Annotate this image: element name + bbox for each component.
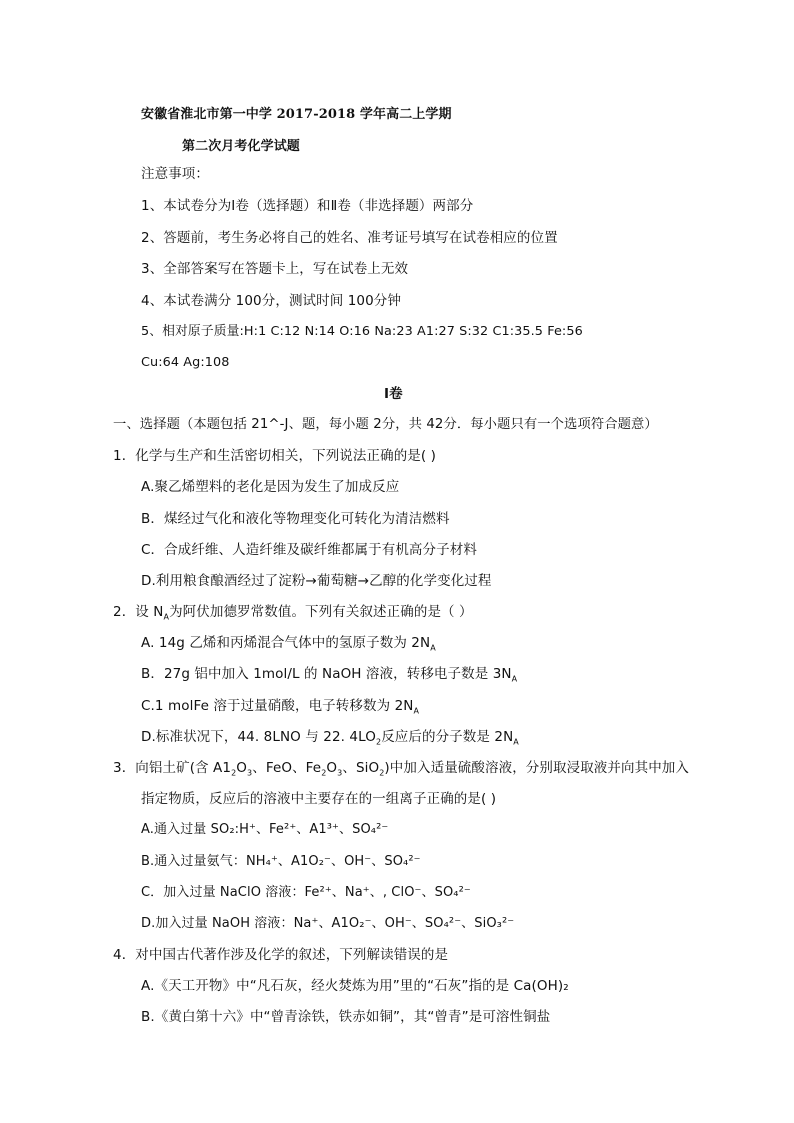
question-3-option-d: D.加入过量 NaOH 溶液：Na⁺、A1O₂⁻、OH⁻、SO₄²⁻、SiO₃²⁻ xyxy=(141,916,515,931)
question-1-option-d: D.利用粮食酿酒经过了淀粉→葡萄糖→乙醇的化学变化过程 xyxy=(141,573,492,589)
notice-item: 4、本试卷满分 100分，测试时间 100分钟 xyxy=(141,293,402,309)
question-3-option-c: C．加入过量 NaClO 溶液：Fe²⁺、Na⁺、, ClO⁻、SO₄²⁻ xyxy=(141,885,471,900)
notice-item-atomic-mass: 5、相对原子质量:H:1 C:12 N:14 O:16 Na:23 A1:27 S:32 C1:35.5 Fe:56 xyxy=(141,324,583,339)
question-1-stem: 1．化学与生产和生活密切相关，下列说法正确的是( ) xyxy=(113,448,437,464)
question-4-option-b: B.《黄白第十六》中“曾青涂铁，铁赤如铜”，其“曾青”是可溶性铜盐 xyxy=(141,1009,551,1025)
notice-item-atomic-mass-cont: Cu:64 Ag:108 xyxy=(141,355,230,370)
question-4-stem: 4．对中国古代著作涉及化学的叙述，下列解读错误的是 xyxy=(113,947,449,963)
question-1-option-a: A.聚乙烯塑料的老化是因为发生了加成反应 xyxy=(141,479,400,495)
question-3-option-b: B.通入过量氨气：NH₄⁺、A1O₂⁻、OH⁻、SO₄²⁻ xyxy=(141,854,421,869)
question-1-option-c: C．合成纤维、人造纤维及碳纤维都属于有机高分子材料 xyxy=(141,542,477,558)
section-title: I卷 xyxy=(384,386,403,402)
question-3-stem-line2: 指定物质，反应后的溶液中主要存在的一组离子正确的是( ) xyxy=(141,791,497,807)
document-title-line1: 安徽省淮北市第一中学 2017-2018 学年高二上学期 xyxy=(141,107,452,122)
question-2-option-d: D.标准状况下，44. 8LNO 与 22. $4LO_2$反应后的分子数是 $2N_A$ xyxy=(141,729,519,747)
notice-item: 2、答题前，考生务必将自己的姓名、准考证号填写在试卷相应的位置 xyxy=(141,230,558,246)
question-2-option-b: B．27g 铝中加入 1mol/L 的 NaOH 溶液，转移电子数是 $3N_A$ xyxy=(141,666,518,684)
document-title-line2: 第二次月考化学试题 xyxy=(182,139,300,154)
question-2-option-a: A. 14g 乙烯和丙烯混合气体中的氢原子数为 $2N_A$ xyxy=(141,635,436,653)
notice-item: 1、本试卷分为Ⅰ卷（选择题）和Ⅱ卷（非选择题）两部分 xyxy=(141,198,474,214)
question-1-option-b: B．煤经过气化和液化等物理变化可转化为清洁燃料 xyxy=(141,511,450,527)
section-intro: 一、选择题（本题包括 21^-J、题，每小题 2分，共 42分．每小题只有一个选项符合题意） xyxy=(113,417,658,432)
notice-heading: 注意事项： xyxy=(141,166,209,182)
question-2-option-c: C.1 molFe 溶于过量硝酸，电子转移数为 $2N_A$ xyxy=(141,698,420,716)
question-4-option-a: A.《天工开物》中“凡石灰，经火焚炼为用”里的“石灰”指的是 Ca(OH)₂ xyxy=(141,978,569,994)
question-2-stem: 2．设 $N_A$为阿伏加德罗常数值。下列有关叙述正确的是（ ） xyxy=(113,604,473,622)
question-3-option-a: A.通入过量 SO₂:H⁺、Fe²⁺、A1³⁺、SO₄²⁻ xyxy=(141,822,389,837)
question-3-stem-line1: 3．向铝土矿(含 $A1_2O_3$、FeO、$Fe_2O_3$、SiO$_2$)中加入适量硫酸溶液，分别取浸取液并向其中加入 xyxy=(113,760,689,778)
notice-item: 3、全部答案写在答题卡上，写在试卷上无效 xyxy=(141,261,409,277)
